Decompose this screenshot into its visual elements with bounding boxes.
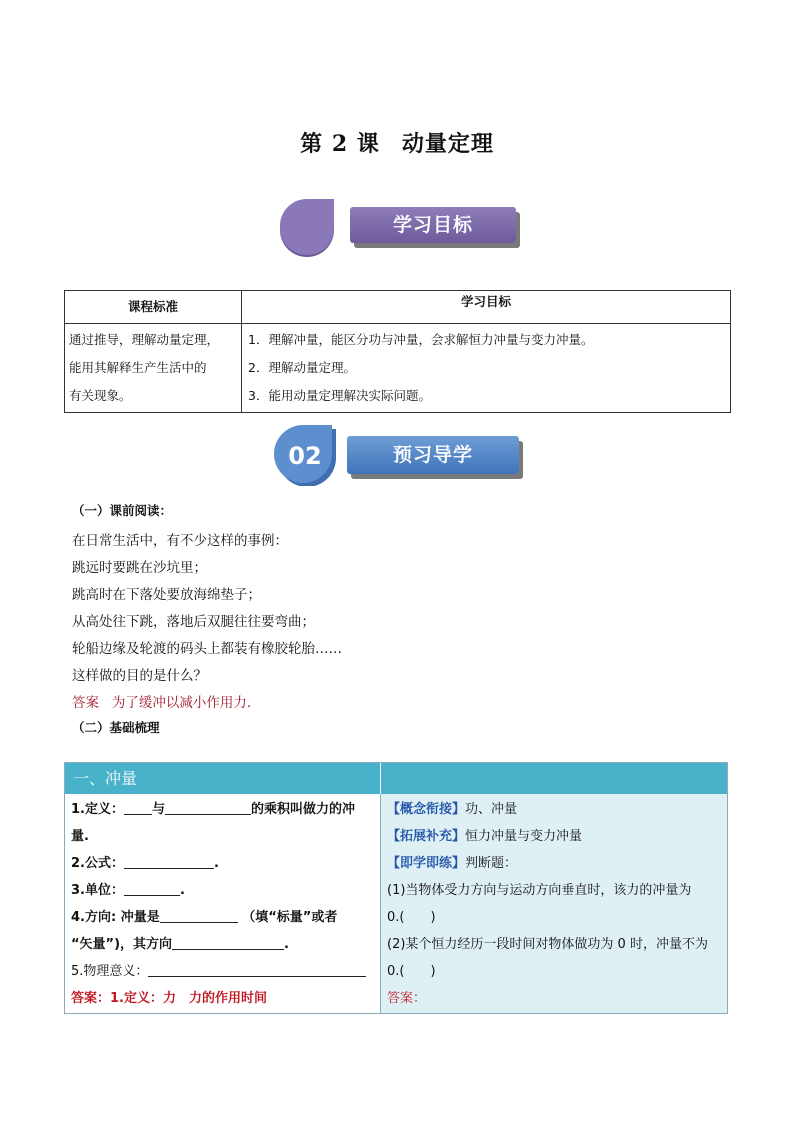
- direction-row: [71, 906, 337, 925]
- lesson-topic: 动量定理: [401, 131, 494, 157]
- formula-label: 2.公式：: [71, 856, 124, 871]
- question-1: (1)当物体受力方向与运动方向垂直时，该力的冲量为: [387, 883, 692, 898]
- banner2-number-badge: [274, 424, 336, 486]
- impulse-right-column: [381, 794, 727, 1013]
- extend-tag: 【拓展补充】: [387, 829, 466, 844]
- blank: [124, 881, 180, 896]
- blank: [160, 908, 238, 923]
- practice-text: 判断题：: [465, 856, 518, 871]
- impulse-answer: 答案：1.定义：力 力的作用时间: [71, 991, 267, 1006]
- impulse-table: [64, 762, 728, 1014]
- blank: [172, 935, 284, 950]
- concept-row: [387, 798, 517, 817]
- answer-label: 答案: [72, 695, 99, 711]
- banner-preview-guide: 预习导学: [347, 436, 519, 474]
- standard-line: 能用其解释生产生活中的: [69, 360, 207, 375]
- direction-hint2: “矢量”)，其方向: [71, 937, 173, 952]
- practice-row: [387, 852, 517, 871]
- standard-line: 通过推导，理解动量定理，: [69, 332, 220, 347]
- reading-line: 跳远时要跳在沙坑里；: [72, 560, 207, 576]
- table-header-standard: 课程标准: [65, 291, 242, 324]
- answer-text: 为了缓冲以减小作用力．: [111, 695, 261, 711]
- formula-row: [71, 852, 219, 871]
- blank: [165, 800, 251, 815]
- blank: [148, 962, 366, 977]
- question-2: (2)某个恒力经历一段时间对物体做功为 0 时，冲量不为: [387, 937, 708, 952]
- reading-line: 从高处往下跳，落地后双腿往往要弯曲；: [72, 614, 315, 630]
- course-standard-cell: [65, 324, 242, 413]
- period: .: [284, 937, 289, 952]
- question-2-tail: 0.( ): [387, 964, 436, 979]
- banner1-badge: [276, 198, 340, 260]
- goal-item: 3．能用动量定理解决实际问题。: [248, 388, 431, 403]
- page-title: [0, 127, 794, 158]
- extend-row: [387, 825, 582, 844]
- definition-row: [71, 798, 355, 817]
- reading-line: 轮船边缘及轮渡的码头上都装有橡胶轮胎……: [72, 641, 342, 657]
- period: .: [179, 883, 185, 898]
- reading-label: （一）课前阅读：: [72, 503, 173, 518]
- impulse-header-text: 一、冲量: [73, 769, 138, 788]
- reading-answer: [72, 691, 260, 711]
- impulse-header-right: [381, 763, 727, 794]
- reading-line: 这样做的目的是什么？: [72, 668, 207, 684]
- direction-label: 4.方向: 冲量是: [71, 910, 160, 925]
- impulse-left-column: [65, 794, 381, 1013]
- concept-text: 功、冲量: [465, 802, 518, 817]
- lesson-number: 第 2 课: [300, 131, 380, 157]
- table-header-goals: 学习目标: [242, 291, 731, 324]
- blank: [124, 800, 152, 815]
- goals-table: [64, 290, 731, 413]
- unit-row: [71, 879, 185, 898]
- concept-tag: 【概念衔接】: [387, 802, 466, 817]
- reading-line: 在日常生活中，有不少这样的事例：: [72, 533, 288, 549]
- learning-goals-cell: [242, 324, 731, 413]
- impulse-header: [65, 763, 380, 794]
- definition-and: 与: [151, 802, 165, 817]
- meaning-label: 5.物理意义：: [71, 964, 149, 979]
- practice-tag: 【即学即练】: [387, 856, 466, 871]
- definition-tail2: 量.: [71, 829, 89, 844]
- standard-line: 有关现象。: [69, 388, 132, 403]
- meaning-row: [71, 960, 366, 979]
- question-1-tail: 0.( ): [387, 910, 436, 925]
- direction-row2: [71, 933, 289, 952]
- period: .: [213, 856, 219, 871]
- banner-learning-goals: 学习目标: [350, 207, 516, 243]
- practice-answer: 答案：: [387, 991, 427, 1006]
- reading-line: 跳高时在下落处要放海绵垫子；: [72, 587, 261, 603]
- definition-label: 1.定义：: [71, 802, 124, 817]
- goal-item: 2．理解动量定理。: [248, 360, 356, 375]
- direction-hint: （填“标量”或者: [242, 910, 338, 925]
- basics-label: （二）基础梳理: [72, 720, 160, 735]
- goal-item: 1．理解冲量，能区分功与冲量，会求解恒力冲量与变力冲量。: [248, 332, 594, 347]
- unit-label: 3.单位：: [71, 883, 124, 898]
- definition-tail: 的乘积叫做力的冲: [251, 802, 356, 817]
- badge-number: 02: [288, 442, 322, 470]
- blank: [124, 854, 214, 869]
- extend-text: 恒力冲量与变力冲量: [465, 829, 583, 844]
